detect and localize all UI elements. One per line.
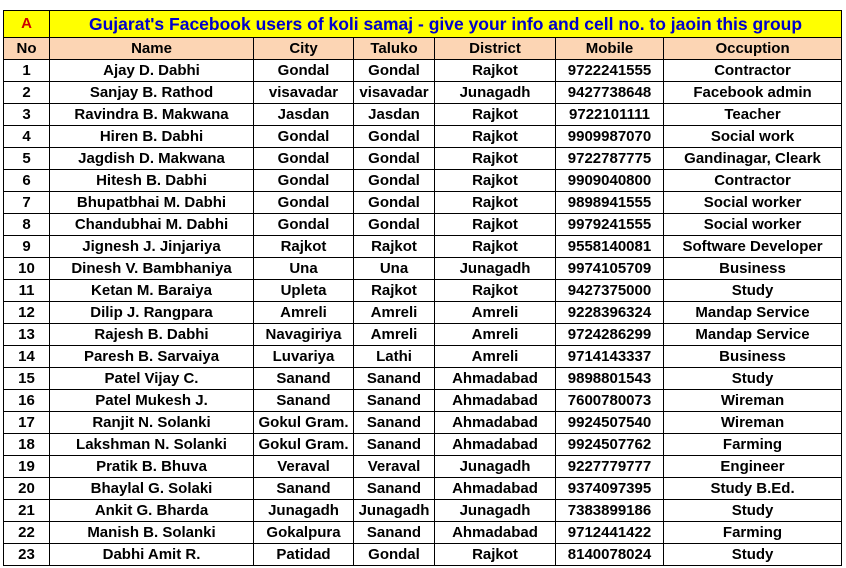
city-cell[interactable]: Sanand: [254, 368, 354, 390]
taluko-cell[interactable]: Gondal: [354, 192, 435, 214]
occupation-cell[interactable]: Farming: [664, 522, 842, 544]
city-cell[interactable]: Gokul Gram.: [254, 412, 354, 434]
city-cell[interactable]: Gokul Gram.: [254, 434, 354, 456]
taluko-cell[interactable]: Sanand: [354, 478, 435, 500]
taluko-cell[interactable]: Veraval: [354, 456, 435, 478]
mobile-cell[interactable]: 9722241555: [556, 60, 664, 82]
city-cell[interactable]: Luvariya: [254, 346, 354, 368]
no-cell[interactable]: 23: [4, 544, 50, 566]
table-row: [4, 258, 842, 280]
city-cell[interactable]: Navagiriya: [254, 324, 354, 346]
table-row: [4, 60, 842, 82]
table-row: [4, 302, 842, 324]
no-cell[interactable]: 19: [4, 456, 50, 478]
city-cell[interactable]: Amreli: [254, 302, 354, 324]
mobile-cell[interactable]: 9898801543: [556, 368, 664, 390]
taluko-cell[interactable]: Sanand: [354, 368, 435, 390]
district-cell[interactable]: Junagadh: [435, 500, 556, 522]
city-cell[interactable]: Gokalpura: [254, 522, 354, 544]
header-taluko[interactable]: Taluko: [354, 38, 435, 60]
city-cell[interactable]: Jasdan: [254, 104, 354, 126]
name-cell[interactable]: Jagdish D. Makwana: [50, 148, 254, 170]
city-cell[interactable]: Sanand: [254, 478, 354, 500]
table-row: [4, 324, 842, 346]
mobile-cell[interactable]: 9712441422: [556, 522, 664, 544]
no-cell[interactable]: 2: [4, 82, 50, 104]
no-cell[interactable]: 16: [4, 390, 50, 412]
name-cell[interactable]: Sanjay B. Rathod: [50, 82, 254, 104]
taluko-cell[interactable]: Gondal: [354, 170, 435, 192]
city-cell[interactable]: Veraval: [254, 456, 354, 478]
city-cell[interactable]: Gondal: [254, 148, 354, 170]
mobile-cell[interactable]: 9722101111: [556, 104, 664, 126]
no-cell[interactable]: 9: [4, 236, 50, 258]
taluko-cell[interactable]: visavadar: [354, 82, 435, 104]
mobile-cell[interactable]: 9974105709: [556, 258, 664, 280]
table-row: [4, 368, 842, 390]
no-cell[interactable]: 1: [4, 60, 50, 82]
name-cell[interactable]: Ravindra B. Makwana: [50, 104, 254, 126]
name-cell[interactable]: Patel Vijay C.: [50, 368, 254, 390]
table-row: [4, 522, 842, 544]
city-cell[interactable]: Gondal: [254, 170, 354, 192]
table-row: [4, 390, 842, 412]
name-cell[interactable]: Dabhi Amit R.: [50, 544, 254, 566]
taluko-cell[interactable]: Amreli: [354, 302, 435, 324]
district-cell[interactable]: Amreli: [435, 346, 556, 368]
name-cell[interactable]: Patel Mukesh J.: [50, 390, 254, 412]
occupation-cell[interactable]: Contractor: [664, 170, 842, 192]
table-row: [4, 434, 842, 456]
district-cell[interactable]: Rajkot: [435, 170, 556, 192]
members-table: [3, 10, 842, 566]
occupation-cell[interactable]: Farming: [664, 434, 842, 456]
district-cell[interactable]: Ahmadabad: [435, 522, 556, 544]
no-cell[interactable]: 18: [4, 434, 50, 456]
name-cell[interactable]: Hitesh B. Dabhi: [50, 170, 254, 192]
mobile-cell[interactable]: 9374097395: [556, 478, 664, 500]
table-row: [4, 346, 842, 368]
table-row: [4, 126, 842, 148]
table-row: [4, 478, 842, 500]
occupation-cell[interactable]: Business: [664, 346, 842, 368]
occupation-cell[interactable]: Mandap Service: [664, 302, 842, 324]
city-cell[interactable]: Gondal: [254, 126, 354, 148]
mobile-cell[interactable]: 9924507540: [556, 412, 664, 434]
taluko-cell[interactable]: Rajkot: [354, 280, 435, 302]
district-cell[interactable]: Ahmadabad: [435, 434, 556, 456]
table-row: [4, 500, 842, 522]
city-cell[interactable]: Una: [254, 258, 354, 280]
name-cell[interactable]: Rajesh B. Dabhi: [50, 324, 254, 346]
occupation-cell[interactable]: Gandinagar, Cleark: [664, 148, 842, 170]
taluko-cell[interactable]: Sanand: [354, 434, 435, 456]
no-cell[interactable]: 15: [4, 368, 50, 390]
no-cell[interactable]: 13: [4, 324, 50, 346]
district-cell[interactable]: Amreli: [435, 324, 556, 346]
city-cell[interactable]: Patidad: [254, 544, 354, 566]
taluko-cell[interactable]: Gondal: [354, 544, 435, 566]
name-cell[interactable]: Ketan M. Baraiya: [50, 280, 254, 302]
mobile-cell[interactable]: 9227779777: [556, 456, 664, 478]
occupation-cell[interactable]: Study: [664, 500, 842, 522]
taluko-cell[interactable]: Gondal: [354, 126, 435, 148]
occupation-cell[interactable]: Teacher: [664, 104, 842, 126]
district-cell[interactable]: Rajkot: [435, 104, 556, 126]
city-cell[interactable]: Gondal: [254, 60, 354, 82]
no-cell[interactable]: 11: [4, 280, 50, 302]
no-cell[interactable]: 14: [4, 346, 50, 368]
occupation-cell[interactable]: Social work: [664, 126, 842, 148]
name-cell[interactable]: Dilip J. Rangpara: [50, 302, 254, 324]
district-cell[interactable]: Rajkot: [435, 126, 556, 148]
mobile-cell[interactable]: 8140078024: [556, 544, 664, 566]
table-row: [4, 148, 842, 170]
occupation-cell[interactable]: Business: [664, 258, 842, 280]
district-cell[interactable]: Rajkot: [435, 544, 556, 566]
city-cell[interactable]: visavadar: [254, 82, 354, 104]
taluko-cell[interactable]: Una: [354, 258, 435, 280]
taluko-cell[interactable]: Sanand: [354, 390, 435, 412]
name-cell[interactable]: Dinesh V. Bambhaniya: [50, 258, 254, 280]
district-cell[interactable]: Junagadh: [435, 456, 556, 478]
district-cell[interactable]: Ahmadabad: [435, 368, 556, 390]
name-cell[interactable]: Pratik B. Bhuva: [50, 456, 254, 478]
mobile-cell[interactable]: 9909987070: [556, 126, 664, 148]
taluko-cell[interactable]: Amreli: [354, 324, 435, 346]
no-cell[interactable]: 8: [4, 214, 50, 236]
occupation-cell[interactable]: Engineer: [664, 456, 842, 478]
name-cell[interactable]: Lakshman N. Solanki: [50, 434, 254, 456]
district-cell[interactable]: Rajkot: [435, 236, 556, 258]
occupation-cell[interactable]: Study: [664, 368, 842, 390]
header-occupation[interactable]: Occuption: [664, 38, 842, 60]
table-row: [4, 82, 842, 104]
no-cell[interactable]: 3: [4, 104, 50, 126]
district-cell[interactable]: Ahmadabad: [435, 412, 556, 434]
occupation-cell[interactable]: Study: [664, 544, 842, 566]
taluko-cell[interactable]: Lathi: [354, 346, 435, 368]
occupation-cell[interactable]: Social worker: [664, 192, 842, 214]
header-row: [4, 38, 842, 60]
table-row: [4, 280, 842, 302]
mobile-cell[interactable]: 9714143337: [556, 346, 664, 368]
mobile-cell[interactable]: 9228396324: [556, 302, 664, 324]
mobile-cell[interactable]: 7383899186: [556, 500, 664, 522]
mobile-cell[interactable]: 9979241555: [556, 214, 664, 236]
occupation-cell[interactable]: Wireman: [664, 412, 842, 434]
city-cell[interactable]: Upleta: [254, 280, 354, 302]
mobile-cell[interactable]: 9427738648: [556, 82, 664, 104]
taluko-cell[interactable]: Gondal: [354, 148, 435, 170]
header-name[interactable]: Name: [50, 38, 254, 60]
table-row: [4, 236, 842, 258]
no-cell[interactable]: 20: [4, 478, 50, 500]
table-row: [4, 412, 842, 434]
header-no[interactable]: No: [4, 38, 50, 60]
mobile-cell[interactable]: 9898941555: [556, 192, 664, 214]
no-cell[interactable]: 5: [4, 148, 50, 170]
occupation-cell[interactable]: Study B.Ed.: [664, 478, 842, 500]
no-cell[interactable]: 4: [4, 126, 50, 148]
header-city[interactable]: City: [254, 38, 354, 60]
table-row: [4, 544, 842, 566]
taluko-cell[interactable]: Gondal: [354, 214, 435, 236]
city-cell[interactable]: Rajkot: [254, 236, 354, 258]
name-cell[interactable]: Chandubhai M. Dabhi: [50, 214, 254, 236]
name-cell[interactable]: Ranjit N. Solanki: [50, 412, 254, 434]
occupation-cell[interactable]: Study: [664, 280, 842, 302]
mobile-cell[interactable]: 7600780073: [556, 390, 664, 412]
title-cell[interactable]: Gujarat's Facebook users of koli samaj - give your info and cell no. to jaoin this group: [50, 11, 842, 38]
taluko-cell[interactable]: Jasdan: [354, 104, 435, 126]
district-cell[interactable]: Rajkot: [435, 148, 556, 170]
occupation-cell[interactable]: Mandap Service: [664, 324, 842, 346]
name-cell[interactable]: Ankit G. Bharda: [50, 500, 254, 522]
name-cell[interactable]: Hiren B. Dabhi: [50, 126, 254, 148]
table-row: [4, 170, 842, 192]
city-cell[interactable]: Junagadh: [254, 500, 354, 522]
name-cell[interactable]: Jignesh J. Jinjariya: [50, 236, 254, 258]
city-cell[interactable]: Gondal: [254, 192, 354, 214]
mobile-cell[interactable]: 9558140081: [556, 236, 664, 258]
district-cell[interactable]: Rajkot: [435, 60, 556, 82]
taluko-cell[interactable]: Gondal: [354, 60, 435, 82]
mobile-cell[interactable]: 9724286299: [556, 324, 664, 346]
no-cell[interactable]: 21: [4, 500, 50, 522]
no-cell[interactable]: 10: [4, 258, 50, 280]
title-row: [4, 11, 842, 38]
table-row: [4, 192, 842, 214]
district-cell[interactable]: Rajkot: [435, 280, 556, 302]
taluko-cell[interactable]: Sanand: [354, 522, 435, 544]
district-cell[interactable]: Rajkot: [435, 214, 556, 236]
table-row: [4, 456, 842, 478]
district-cell[interactable]: Junagadh: [435, 258, 556, 280]
mobile-cell[interactable]: 9909040800: [556, 170, 664, 192]
table-row: [4, 104, 842, 126]
district-cell[interactable]: Amreli: [435, 302, 556, 324]
occupation-cell[interactable]: Social worker: [664, 214, 842, 236]
district-cell[interactable]: Ahmadabad: [435, 478, 556, 500]
title-tag-cell[interactable]: A: [4, 11, 50, 38]
name-cell[interactable]: Ajay D. Dabhi: [50, 60, 254, 82]
name-cell[interactable]: Manish B. Solanki: [50, 522, 254, 544]
no-cell[interactable]: 7: [4, 192, 50, 214]
table-row: [4, 214, 842, 236]
no-cell[interactable]: 12: [4, 302, 50, 324]
city-cell[interactable]: Gondal: [254, 214, 354, 236]
name-cell[interactable]: Bhaylal G. Solaki: [50, 478, 254, 500]
header-mobile[interactable]: Mobile: [556, 38, 664, 60]
city-cell[interactable]: Sanand: [254, 390, 354, 412]
taluko-cell[interactable]: Junagadh: [354, 500, 435, 522]
mobile-cell[interactable]: 9427375000: [556, 280, 664, 302]
no-cell[interactable]: 6: [4, 170, 50, 192]
occupation-cell[interactable]: Wireman: [664, 390, 842, 412]
name-cell[interactable]: Bhupatbhai M. Dabhi: [50, 192, 254, 214]
mobile-cell[interactable]: 9924507762: [556, 434, 664, 456]
no-cell[interactable]: 17: [4, 412, 50, 434]
occupation-cell[interactable]: Software Developer: [664, 236, 842, 258]
occupation-cell[interactable]: Facebook admin: [664, 82, 842, 104]
district-cell[interactable]: Ahmadabad: [435, 390, 556, 412]
occupation-cell[interactable]: Contractor: [664, 60, 842, 82]
no-cell[interactable]: 22: [4, 522, 50, 544]
mobile-cell[interactable]: 9722787775: [556, 148, 664, 170]
header-district[interactable]: District: [435, 38, 556, 60]
taluko-cell[interactable]: Rajkot: [354, 236, 435, 258]
district-cell[interactable]: Rajkot: [435, 192, 556, 214]
name-cell[interactable]: Paresh B. Sarvaiya: [50, 346, 254, 368]
district-cell[interactable]: Junagadh: [435, 82, 556, 104]
taluko-cell[interactable]: Sanand: [354, 412, 435, 434]
